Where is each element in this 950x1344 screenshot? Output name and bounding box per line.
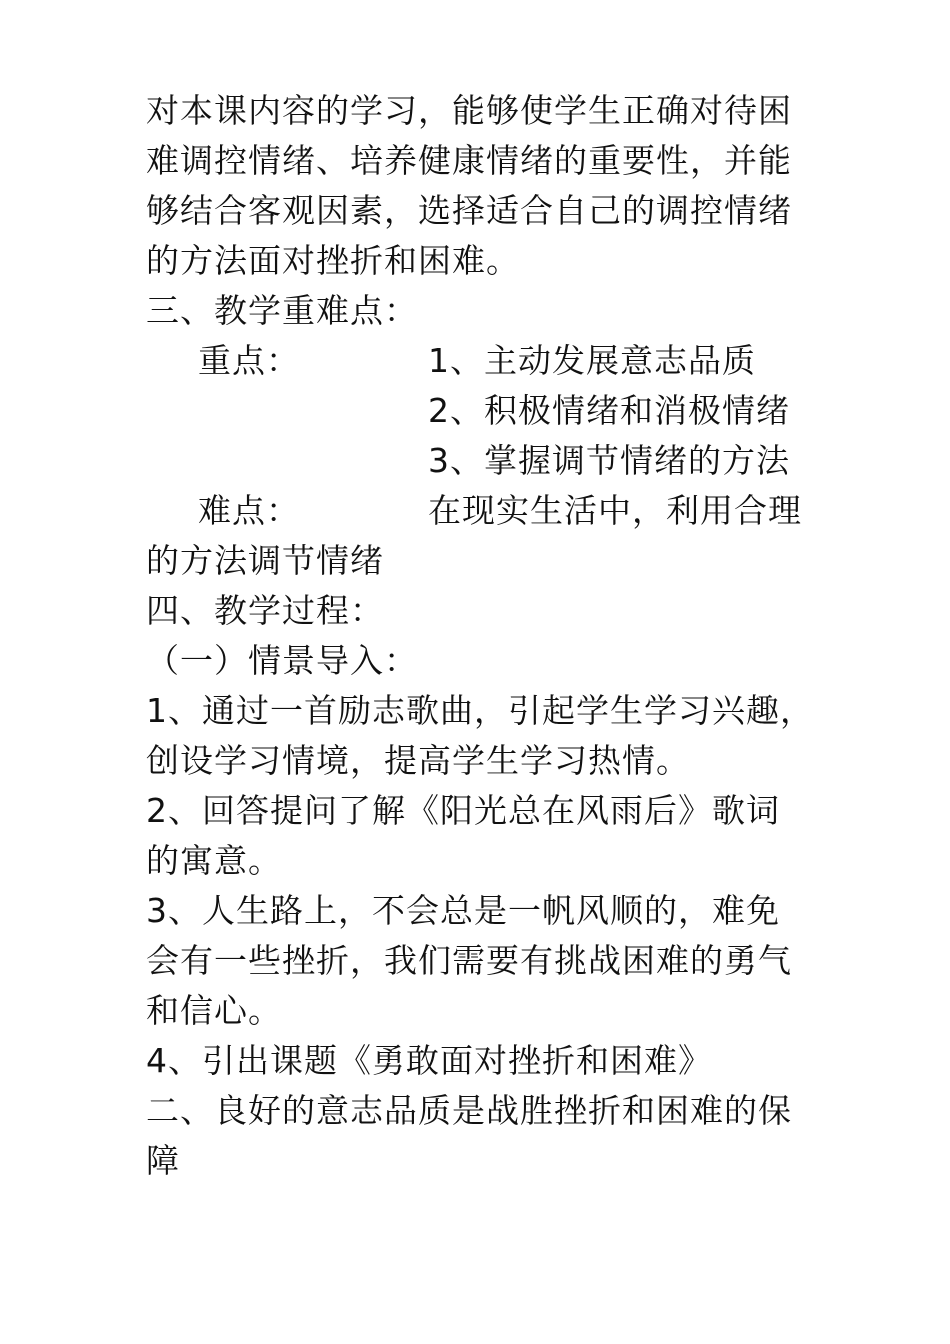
key-point-item: 2、积极情绪和消极情绪 [428, 391, 790, 430]
key-point-item: 1、主动发展意志品质 [428, 341, 756, 380]
process-item-line: 创设学习情境，提高学生学习热情。 [146, 741, 690, 780]
key-points-row [146, 386, 816, 436]
key-points-label: 重点： [198, 341, 300, 380]
difficult-point-text-continued: 的方法调节情绪 [146, 541, 384, 580]
process-item-line: 的寓意。 [146, 841, 282, 880]
section4-subheading: （一）情景导入： [146, 641, 418, 680]
process-item-line: 会有一些挫折，我们需要有挑战困难的勇气 [146, 941, 792, 980]
intro-line: 够结合客观因素，选择适合自己的调控情绪 [146, 191, 792, 230]
process-item-line: 2、回答提问了解《阳光总在风雨后》歌词 [146, 791, 780, 830]
next-section-heading: 障 [146, 1141, 180, 1180]
key-points-row [146, 336, 816, 386]
document-page [146, 86, 816, 1186]
intro-line: 对本课内容的学习，能够使学生正确对待困 [146, 91, 792, 130]
key-points-row [146, 436, 816, 486]
difficult-point-text: 在现实生活中，利用合理 [428, 491, 802, 530]
process-item-line: 3、人生路上，不会总是一帆风顺的，难免 [146, 891, 780, 930]
process-item-line: 1、通过一首励志歌曲，引起学生学习兴趣， [146, 691, 814, 730]
process-item-line: 4、引出课题《勇敢面对挫折和困难》 [146, 1041, 712, 1080]
difficult-point-row [146, 486, 816, 536]
intro-line: 的方法面对挫折和困难。 [146, 241, 520, 280]
intro-line: 难调控情绪、培养健康情绪的重要性，并能 [146, 141, 792, 180]
key-point-item: 3、掌握调节情绪的方法 [428, 441, 790, 480]
section3-heading: 三、教学重难点： [146, 291, 418, 330]
next-section-heading: 二、良好的意志品质是战胜挫折和困难的保 [146, 1091, 792, 1130]
section4-heading: 四、教学过程： [146, 591, 384, 630]
difficult-point-label: 难点： [198, 491, 300, 530]
process-item-line: 和信心。 [146, 991, 282, 1030]
